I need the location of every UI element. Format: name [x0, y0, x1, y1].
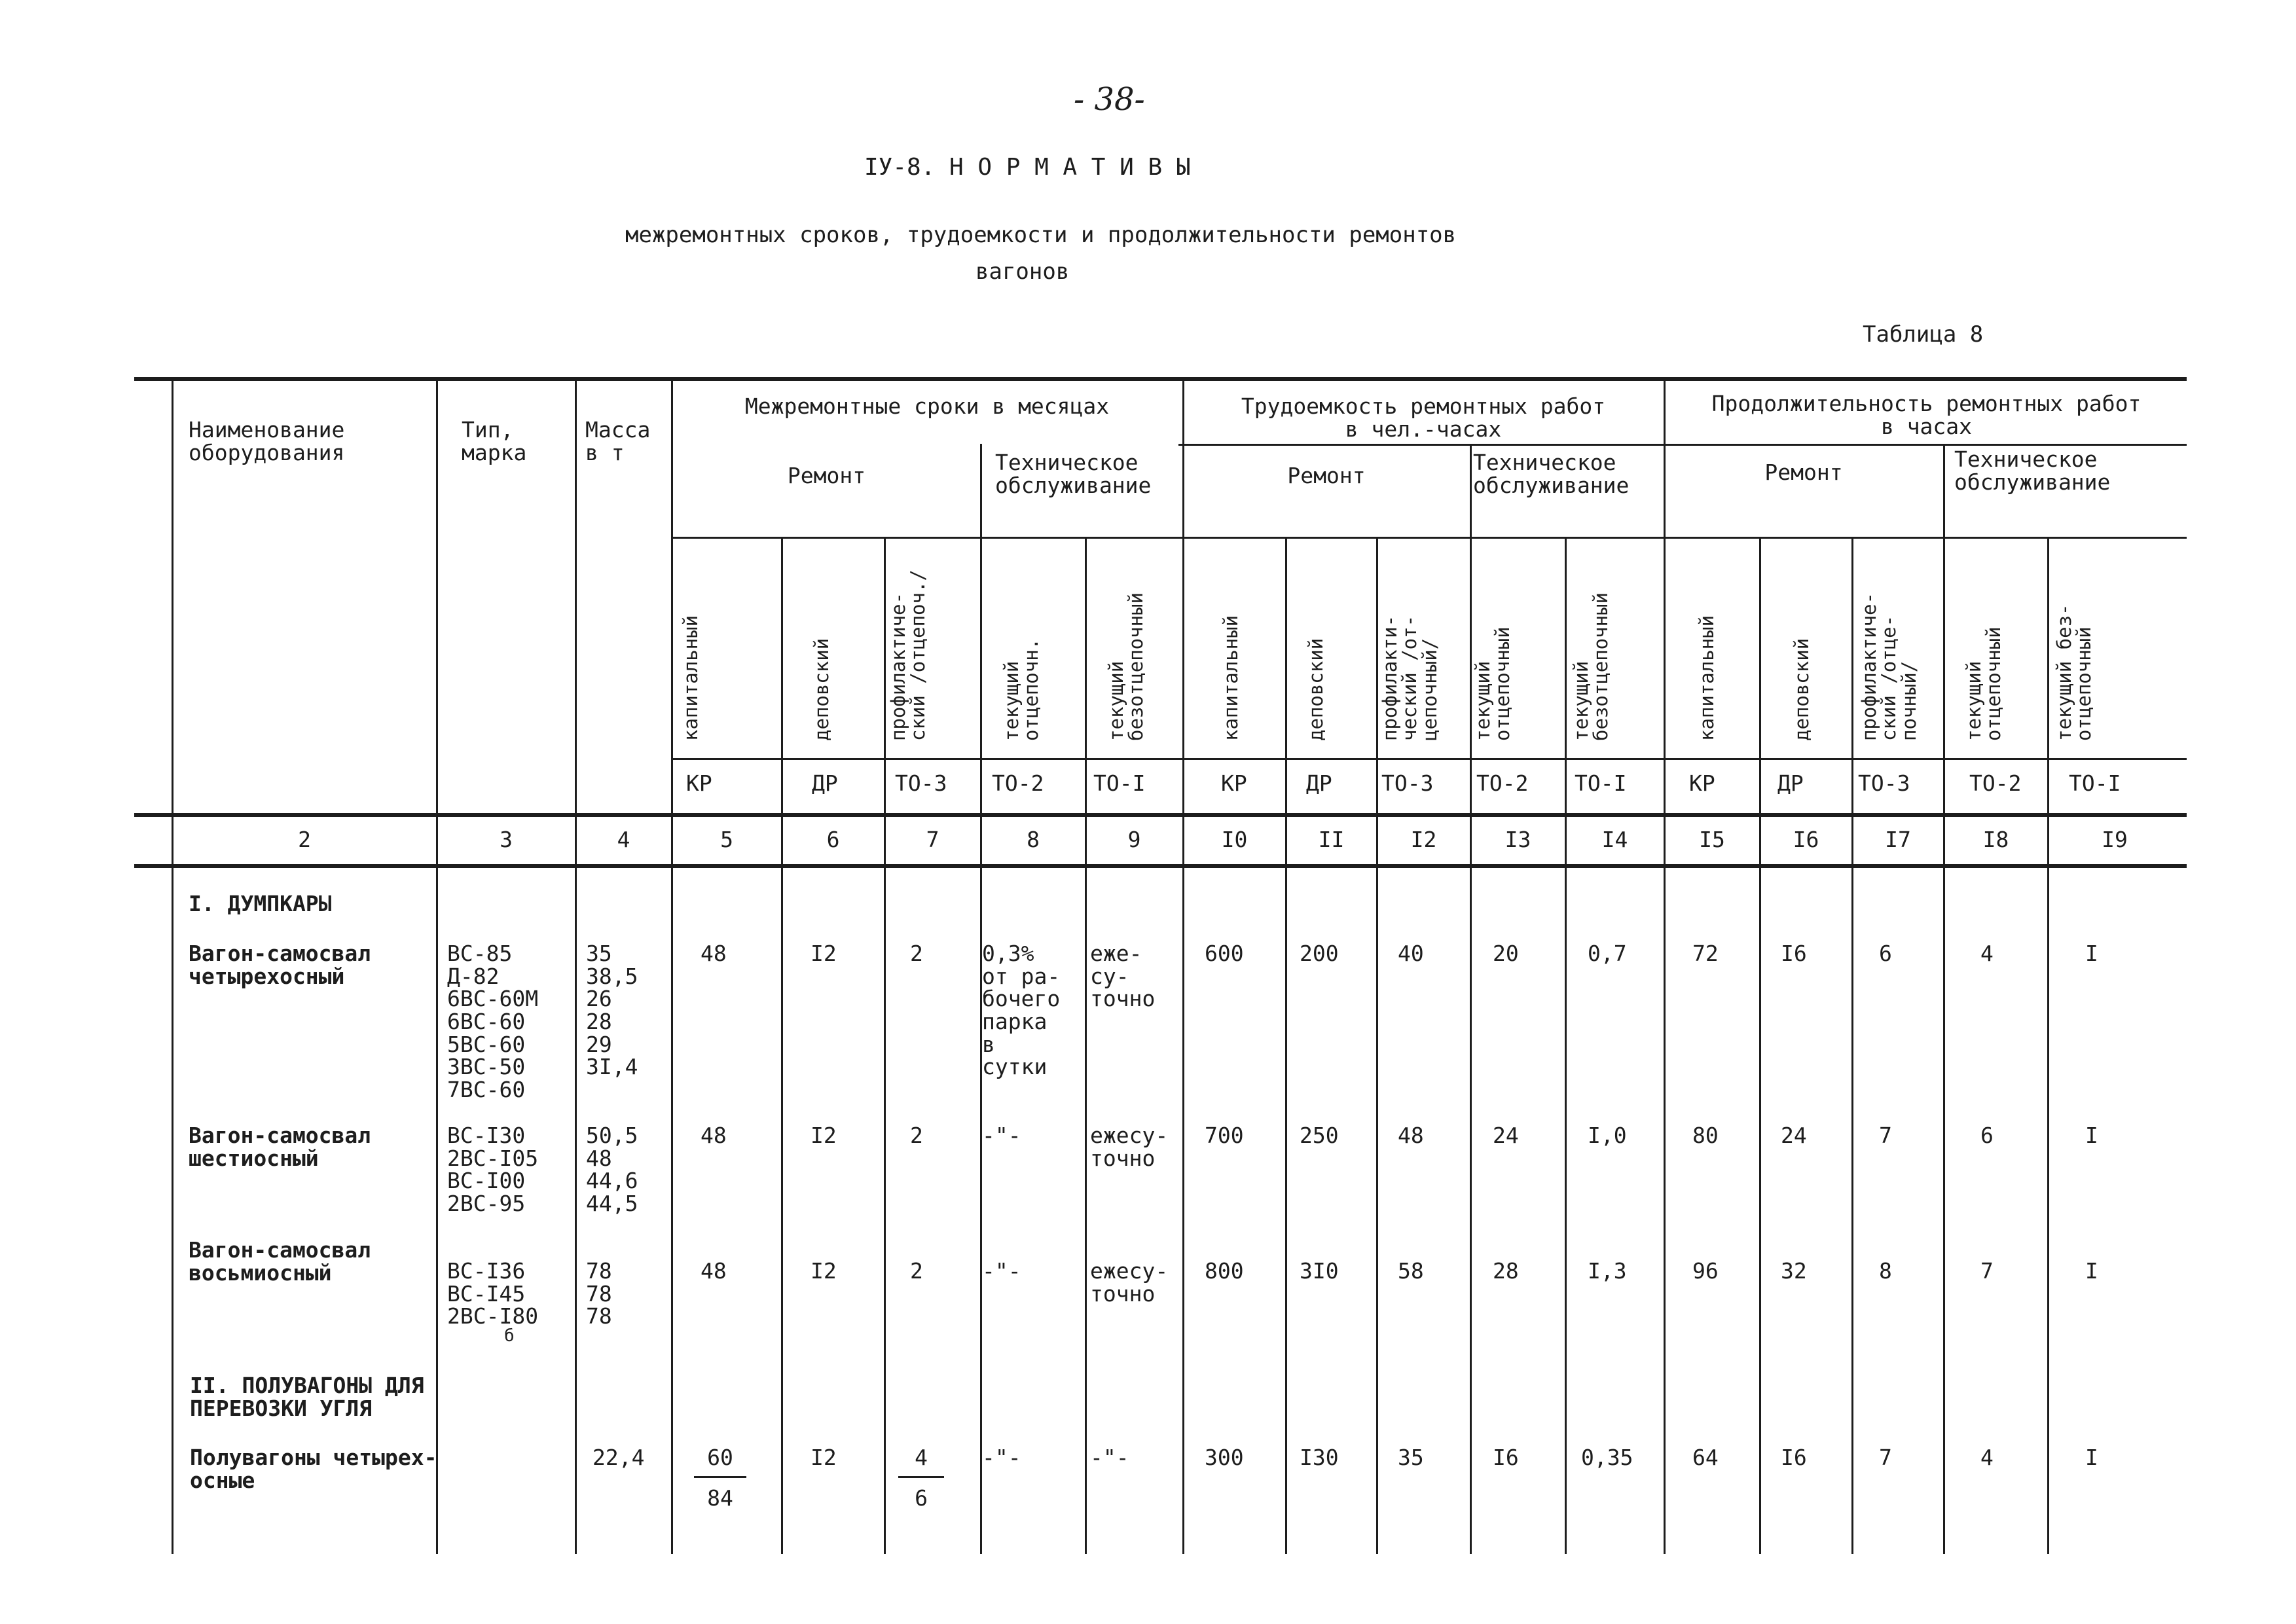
col-number: I4: [1601, 827, 1628, 852]
dur-to3: 6: [1879, 941, 1892, 966]
dur-to3: 8: [1879, 1258, 1892, 1284]
code-cell: ТО-2: [1476, 770, 1529, 796]
lab-kr: 700: [1205, 1123, 1244, 1148]
dur-dr: I6: [1781, 1445, 1807, 1470]
int-to3-fraction: [898, 1447, 944, 1509]
row-type: ВС-I36 ВС-I45 2ВС-I80: [447, 1258, 539, 1329]
int-to3-denominator: 6: [915, 1485, 928, 1511]
int-dr: I2: [811, 1123, 837, 1148]
col-number: 6: [826, 827, 840, 852]
col-number: I8: [1982, 827, 2009, 852]
col-label-dur-kr: капитальный: [1696, 615, 1718, 741]
header-maintenance-labor: Техническое обслуживание: [1473, 450, 1630, 498]
dur-kr: 64: [1692, 1445, 1719, 1470]
col-label-lab-to1: текущий безотцепочный: [1570, 592, 1613, 741]
header-group-labor: Трудоемкость ремонтных работ в чел.-часах: [1241, 393, 1606, 442]
int-to1: -"-: [1090, 1445, 1129, 1470]
dur-to1: I: [2085, 1445, 2098, 1470]
col-number: I2: [1410, 827, 1437, 852]
dur-kr: 72: [1692, 941, 1719, 966]
int-to3: 2: [910, 1123, 923, 1148]
code-cell: КР: [1689, 770, 1715, 796]
col-label-int-kr: капитальный: [680, 615, 702, 741]
code-cell: ТО-3: [1858, 770, 1910, 796]
row-name: Вагон-самосвал восьмиосный: [189, 1237, 371, 1286]
lab-to2: 24: [1493, 1123, 1519, 1148]
lab-to2: I6: [1493, 1445, 1519, 1470]
lab-kr: 300: [1205, 1445, 1244, 1470]
dur-dr: 32: [1781, 1258, 1807, 1284]
section-title-1: I. ДУМПКАРЫ: [189, 891, 332, 916]
dur-dr: I6: [1781, 941, 1807, 966]
lab-to2: 20: [1493, 941, 1519, 966]
col-label-int-to3: профилактиче- ский /отцепоч./: [887, 569, 930, 741]
dur-dr: 24: [1781, 1123, 1807, 1148]
dur-kr: 80: [1692, 1123, 1719, 1148]
col-label-int-dr: деповский: [811, 638, 833, 741]
int-kr-numerator: 60: [707, 1445, 733, 1470]
col-label-int-to1: текущий безотцепочный: [1105, 592, 1148, 741]
int-dr: I2: [811, 1258, 837, 1284]
code-cell: КР: [686, 770, 712, 796]
int-to1: ежесу- точно: [1090, 1258, 1169, 1307]
dur-kr: 96: [1692, 1258, 1719, 1284]
col-number: 8: [1027, 827, 1040, 852]
code-cell: КР: [1221, 770, 1247, 796]
lab-dr: I30: [1300, 1445, 1339, 1470]
col-number: 7: [926, 827, 939, 852]
row-type: ВС-85 Д-82 6ВС-60М 6ВС-60 5ВС-60 3ВС-50 7ВС-60: [447, 941, 539, 1102]
int-kr-denominator: 84: [707, 1485, 733, 1511]
col-number: 9: [1127, 827, 1141, 852]
col-number: II: [1318, 827, 1345, 852]
row-mass: 78 78 78: [586, 1258, 612, 1329]
page-title: IУ-8. Н О Р М А Т И В Ы: [864, 154, 1191, 181]
code-cell: ТО-I: [1093, 770, 1146, 796]
int-to3-numerator: 4: [915, 1445, 928, 1470]
col-number: 2: [298, 827, 311, 852]
int-kr: 48: [701, 1258, 727, 1284]
row-name: Вагон-самосвал четырехосный: [189, 941, 371, 989]
int-dr: I2: [811, 1445, 837, 1470]
lab-to3: 35: [1398, 1445, 1424, 1470]
code-cell: ДР: [812, 770, 838, 796]
section-title-2: II. ПОЛУВАГОНЫ ДЛЯ ПЕРЕВОЗКИ УГЛЯ: [190, 1373, 424, 1421]
col-number: 4: [617, 827, 630, 852]
lab-kr: 600: [1205, 941, 1244, 966]
col-number: I0: [1221, 827, 1248, 852]
int-to3: 2: [910, 1258, 923, 1284]
lab-kr: 800: [1205, 1258, 1244, 1284]
col-number: 5: [720, 827, 733, 852]
col-label-int-to2: текущий отцепочн.: [1000, 638, 1043, 741]
header-group-duration: Продолжительность ремонтных работ в часах: [1711, 391, 2141, 439]
page-number: - 38-: [1074, 81, 1145, 118]
dur-to2: 4: [1980, 1445, 1994, 1470]
code-cell: ДР: [1306, 770, 1332, 796]
header-mass: Масса в т: [585, 417, 651, 465]
col-number: I5: [1699, 827, 1725, 852]
subtitle-line-1: межремонтных сроков, трудоемкости и продолжительности ремонтов: [625, 222, 1457, 248]
dur-to2: 7: [1980, 1258, 1994, 1284]
lab-to3: 40: [1398, 941, 1424, 966]
code-cell: ТО-2: [992, 770, 1044, 796]
int-dr: I2: [811, 941, 837, 966]
code-cell: ТО-2: [1969, 770, 2022, 796]
col-label-dur-to3: профилактиче- ский /отце- почный/: [1858, 592, 1920, 741]
col-number: 3: [500, 827, 513, 852]
header-repair-duration: Ремонт: [1764, 460, 1843, 485]
col-number: I7: [1885, 827, 1911, 852]
int-to3: 2: [910, 941, 923, 966]
code-cell: ДР: [1777, 770, 1804, 796]
fraction-bar: [898, 1476, 944, 1478]
table-label: Таблица 8: [1863, 321, 1984, 348]
dur-to1: I: [2085, 941, 2098, 966]
int-to2: -"-: [982, 1258, 1021, 1284]
lab-to3: 58: [1398, 1258, 1424, 1284]
row-type: ВС-I30 2ВС-I05 ВС-I00 2ВС-95: [447, 1123, 539, 1216]
row-type-subscript: б: [504, 1326, 515, 1346]
header-type: Тип, марка: [462, 417, 527, 465]
lab-dr: 3I0: [1300, 1258, 1339, 1284]
col-number: I3: [1504, 827, 1531, 852]
col-number: I6: [1793, 827, 1819, 852]
dur-to1: I: [2085, 1258, 2098, 1284]
col-label-dur-to1: текущий без- отцепочный: [2053, 604, 2096, 741]
row-mass: 22,4: [592, 1445, 645, 1470]
subtitle-line-2: вагонов: [975, 259, 1070, 285]
col-number: I9: [2102, 827, 2128, 852]
header-maintenance-duration: Техническое обслуживание: [1954, 446, 2111, 495]
lab-dr: 200: [1300, 941, 1339, 966]
lab-to1: 0,7: [1588, 941, 1627, 966]
dur-to2: 6: [1980, 1123, 1994, 1148]
code-cell: ТО-3: [1381, 770, 1434, 796]
fraction-bar: [694, 1476, 746, 1478]
int-to2: 0,3% от ра- бочего парка в сутки: [982, 941, 1061, 1080]
dur-to3: 7: [1879, 1445, 1892, 1470]
lab-to1: 0,35: [1581, 1445, 1633, 1470]
lab-to2: 28: [1493, 1258, 1519, 1284]
lab-to1: I,3: [1588, 1258, 1627, 1284]
header-repair-labor: Ремонт: [1287, 463, 1366, 488]
row-name: Вагон-самосвал шестиосный: [189, 1123, 371, 1171]
int-to1: еже- су- точно: [1090, 941, 1156, 1012]
col-label-dur-to2: текущий отцепочный: [1963, 626, 2005, 741]
dur-to1: I: [2085, 1123, 2098, 1148]
lab-to3: 48: [1398, 1123, 1424, 1148]
int-kr-fraction: [694, 1447, 746, 1509]
int-to2: -"-: [982, 1123, 1021, 1148]
lab-dr: 250: [1300, 1123, 1339, 1148]
int-to2: -"-: [982, 1445, 1021, 1470]
col-label-lab-dr: деповский: [1305, 638, 1327, 741]
code-cell: ТО-3: [895, 770, 947, 796]
int-kr: 48: [701, 941, 727, 966]
row-name: Полувагоны четырех- осные: [190, 1445, 437, 1493]
row-mass: 35 38,5 26 28 29 3I,4: [586, 941, 638, 1080]
header-group-intervals: Межремонтные сроки в месяцах: [744, 393, 1110, 419]
col-label-lab-to3: профилакти- ческий /от- цепочный/: [1379, 615, 1441, 741]
header-maintenance-intervals: Техническое обслуживание: [995, 450, 1152, 498]
row-mass: 50,5 48 44,6 44,5: [586, 1123, 638, 1216]
col-label-lab-kr: капитальный: [1220, 615, 1242, 741]
col-label-dur-dr: деповский: [1791, 638, 1813, 741]
col-label-lab-to2: текущий отцепочный: [1472, 626, 1514, 741]
header-name: Наименование оборудования: [189, 417, 345, 465]
dur-to2: 4: [1980, 941, 1994, 966]
lab-to1: I,0: [1588, 1123, 1627, 1148]
int-kr: 48: [701, 1123, 727, 1148]
dur-to3: 7: [1879, 1123, 1892, 1148]
header-repair-intervals: Ремонт: [787, 463, 866, 488]
int-to1: ежесу- точно: [1090, 1123, 1169, 1171]
code-cell: ТО-I: [2069, 770, 2121, 796]
code-cell: ТО-I: [1575, 770, 1627, 796]
